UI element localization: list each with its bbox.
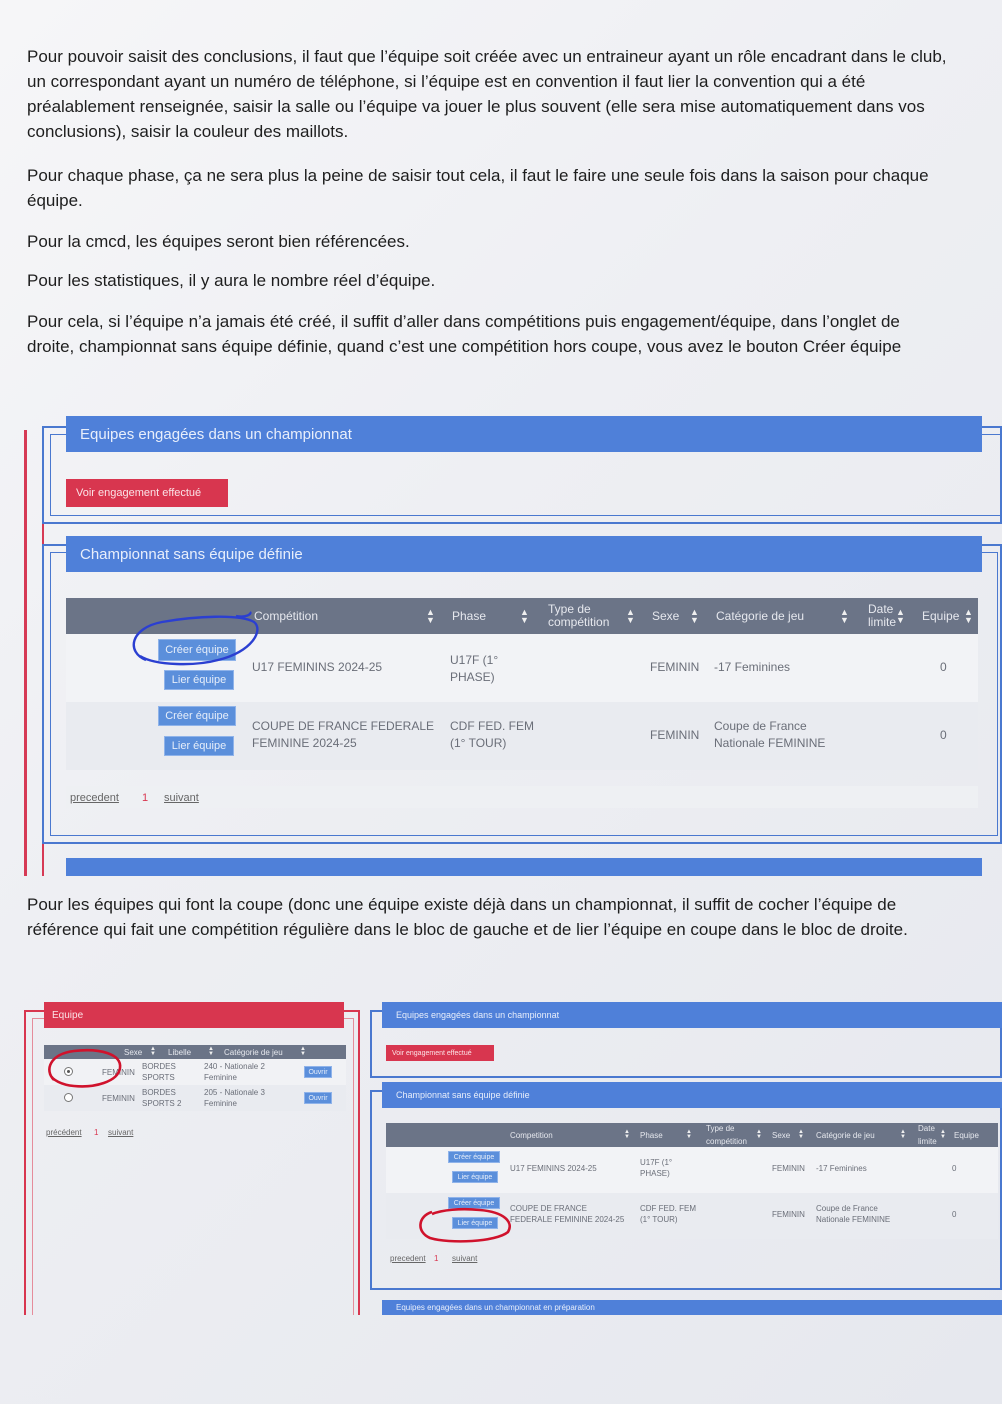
- pager-next[interactable]: suivant: [164, 792, 199, 804]
- right-table-header: [386, 1123, 998, 1147]
- cell-competition: U17 FEMININS 2024-25: [252, 660, 383, 674]
- col-type[interactable]: Type de compétition: [548, 602, 610, 629]
- cell-equipe: 0: [940, 728, 947, 742]
- sort-icon[interactable]: ▲ ▼: [896, 607, 905, 625]
- sort-icon[interactable]: ▲ ▼: [520, 607, 529, 625]
- blue-annotation-circle-icon: [126, 612, 262, 672]
- pager-prev[interactable]: precedent: [390, 1254, 426, 1263]
- red-annotation-circle-icon: [416, 1206, 512, 1244]
- sort-icon[interactable]: ▲ ▼: [690, 607, 699, 625]
- col-competition[interactable]: Compétition: [254, 608, 319, 623]
- open-button[interactable]: Ouvrir: [304, 1092, 332, 1104]
- cell-categorie: -17 Feminines: [816, 1164, 867, 1173]
- link-team-button[interactable]: Lier équipe: [452, 1217, 498, 1229]
- sort-icon[interactable]: ▲ ▼: [626, 607, 635, 625]
- col-competition[interactable]: Competition: [510, 1130, 553, 1140]
- col-libelle[interactable]: Libelle: [168, 1047, 192, 1057]
- cell-equipe: 0: [952, 1210, 957, 1219]
- create-team-button[interactable]: Créer équipe: [158, 706, 236, 726]
- paragraph-howto: Pour cela, si l’équipe n’a jamais été créé, il suffit d’aller dans compétitions puis engagement/équipe, dans l’onglet de droite, championnat sans équipe définie, quand c’est une compétition hors coupe, vous avez le bouton Créer équipe: [27, 312, 902, 356]
- red-side-line: [24, 430, 27, 876]
- paragraph-intro: Pour pouvoir saisit des conclusions, il faut que l’équipe soit créée avec un entraineur ayant un rôle encadrant dans le club, un correspondant ayant un numéro de téléphone, si l’équipe est en convention il faut lier la convention qui a été préalablement renseignée, saisir la salle ou l’équipe va jouer le plus souvent (elle sera mise automatiquement dans vos conclusions), saisir la couleur des maillots.: [27, 47, 947, 141]
- pagination: [386, 1252, 998, 1266]
- cell-sexe: FEMININ: [772, 1164, 805, 1173]
- link-team-button[interactable]: Lier équipe: [164, 736, 234, 756]
- screenshot-link-team: [370, 1000, 1002, 1315]
- cell-competition: U17 FEMININS 2024-25: [510, 1164, 597, 1173]
- col-categorie[interactable]: Catégorie de jeu: [224, 1047, 283, 1057]
- pager-page[interactable]: 1: [434, 1254, 439, 1263]
- col-phase[interactable]: Phase: [452, 608, 487, 623]
- sort-icon[interactable]: ▲ ▼: [756, 1129, 762, 1140]
- cell-sexe: FEMININ: [772, 1210, 805, 1219]
- col-categorie[interactable]: Catégorie de jeu: [816, 1130, 875, 1140]
- paragraph-stats: Pour les statistiques, il y aura le nombre réel d’équipe.: [27, 271, 436, 290]
- open-button[interactable]: Ouvrir: [304, 1066, 332, 1078]
- sort-icon[interactable]: ▲ ▼: [208, 1046, 214, 1057]
- cell-phase: CDF FED. FEM (1° TOUR): [450, 719, 534, 750]
- cell-categorie: Coupe de France Nationale FEMININE: [714, 719, 826, 750]
- pager-prev[interactable]: précédent: [46, 1128, 82, 1137]
- cell-categorie: 205 - Nationale 3 Feminine: [204, 1088, 265, 1108]
- link-team-button[interactable]: Lier équipe: [452, 1171, 498, 1183]
- paragraph-phase: Pour chaque phase, ça ne sera plus la peine de saisir tout cela, il faut le faire une seule fois dans la saison pour chaque équipe.: [27, 166, 929, 210]
- radio-unselected[interactable]: [64, 1093, 73, 1102]
- link-team-button[interactable]: Lier équipe: [164, 670, 234, 690]
- col-sexe[interactable]: Sexe: [124, 1047, 143, 1057]
- red-annotation-circle-icon: [44, 1048, 128, 1090]
- sort-icon[interactable]: ▲ ▼: [798, 1129, 804, 1140]
- create-team-button[interactable]: Créer équipe: [158, 639, 236, 661]
- panel-next-peek: [66, 858, 982, 876]
- col-equipe[interactable]: Equipe: [954, 1130, 979, 1140]
- cell-sexe: FEMININ: [650, 660, 700, 674]
- right-panel1-header: Equipes engagées dans un championnat: [382, 1002, 1002, 1028]
- create-team-button[interactable]: Créer équipe: [448, 1151, 500, 1163]
- cell-categorie: Coupe de France Nationale FEMININE: [816, 1204, 891, 1224]
- right-panel3-header: Equipes engagées dans un championnat en préparation: [382, 1300, 1002, 1315]
- sort-icon[interactable]: ▲ ▼: [624, 1129, 630, 1140]
- sort-icon[interactable]: ▲ ▼: [900, 1129, 906, 1140]
- col-type[interactable]: Type de compétition: [706, 1124, 747, 1146]
- sort-icon[interactable]: ▲ ▼: [686, 1129, 692, 1140]
- right-panel2-header: Championnat sans équipe définie: [382, 1082, 1002, 1108]
- left-panel-header: Equipe: [44, 1002, 344, 1028]
- cell-categorie: -17 Feminines: [714, 660, 791, 674]
- panel-undefined-header: Championnat sans équipe définie: [66, 536, 982, 572]
- table-row: [386, 1147, 998, 1193]
- sort-icon[interactable]: ▲ ▼: [300, 1046, 306, 1057]
- cell-libelle: BORDES SPORTS: [142, 1062, 176, 1082]
- paragraph-cmcd: Pour la cmcd, les équipes seront bien référencées.: [27, 232, 410, 251]
- cell-sexe: FEMININ: [102, 1094, 135, 1103]
- sort-icon[interactable]: ▲ ▼: [940, 1129, 946, 1140]
- col-date[interactable]: Date limite: [868, 602, 897, 629]
- col-categorie[interactable]: Catégorie de jeu: [716, 608, 805, 623]
- cell-phase: CDF FED. FEM (1° TOUR): [640, 1204, 696, 1224]
- cell-equipe: 0: [940, 660, 947, 674]
- col-sexe[interactable]: Sexe: [652, 608, 680, 623]
- pagination: [66, 786, 978, 808]
- view-engagement-button[interactable]: Voir engagement effectué: [386, 1045, 494, 1061]
- pagination: [44, 1126, 346, 1140]
- cell-competition: COUPE DE FRANCE FEDERALE FEMININE 2024-25: [252, 719, 435, 750]
- sort-icon[interactable]: ▲ ▼: [426, 607, 435, 625]
- sort-icon[interactable]: ▲ ▼: [964, 607, 973, 625]
- pager-page[interactable]: 1: [142, 792, 149, 804]
- cell-equipe: 0: [952, 1164, 957, 1173]
- cell-sexe: FEMININ: [102, 1068, 135, 1077]
- screenshot-create-team: [22, 416, 1002, 876]
- cell-phase: U17F (1° PHASE): [640, 1158, 673, 1178]
- paragraph-cup: Pour les équipes qui font la coupe (donc une équipe existe déjà dans un championnat, il suffit de cocher l’équipe de référence qui fait une compétition régulière dans le bloc de gauche et de lier l’équipe en coupe dans le bloc de droite.: [27, 895, 908, 939]
- cell-libelle: BORDES SPORTS 2: [142, 1088, 182, 1108]
- col-phase[interactable]: Phase: [640, 1130, 663, 1140]
- table-row: [66, 702, 978, 770]
- cell-sexe: FEMININ: [650, 728, 700, 742]
- col-sexe[interactable]: Sexe: [772, 1130, 791, 1140]
- view-engagement-button[interactable]: Voir engagement effectué: [66, 479, 228, 507]
- col-equipe[interactable]: Equipe: [922, 608, 960, 623]
- col-date[interactable]: Date limite: [918, 1124, 937, 1146]
- screenshot-team-selector: [24, 1000, 364, 1315]
- sort-icon[interactable]: ▲ ▼: [150, 1046, 156, 1057]
- cell-competition: COUPE DE FRANCE FEDERALE FEMININE 2024-25: [510, 1204, 625, 1224]
- pager-prev[interactable]: precedent: [70, 792, 119, 804]
- pager-page[interactable]: 1: [94, 1128, 99, 1137]
- panel-engaged-header: Equipes engagées dans un championnat: [66, 416, 982, 452]
- cell-phase: U17F (1° PHASE): [450, 653, 499, 684]
- pager-next[interactable]: suivant: [452, 1254, 478, 1263]
- sort-icon[interactable]: ▲ ▼: [840, 607, 849, 625]
- create-team-button[interactable]: Créer équipe: [448, 1197, 500, 1209]
- pager-next[interactable]: suivant: [108, 1128, 134, 1137]
- cell-categorie: 240 - Nationale 2 Feminine: [204, 1062, 265, 1082]
